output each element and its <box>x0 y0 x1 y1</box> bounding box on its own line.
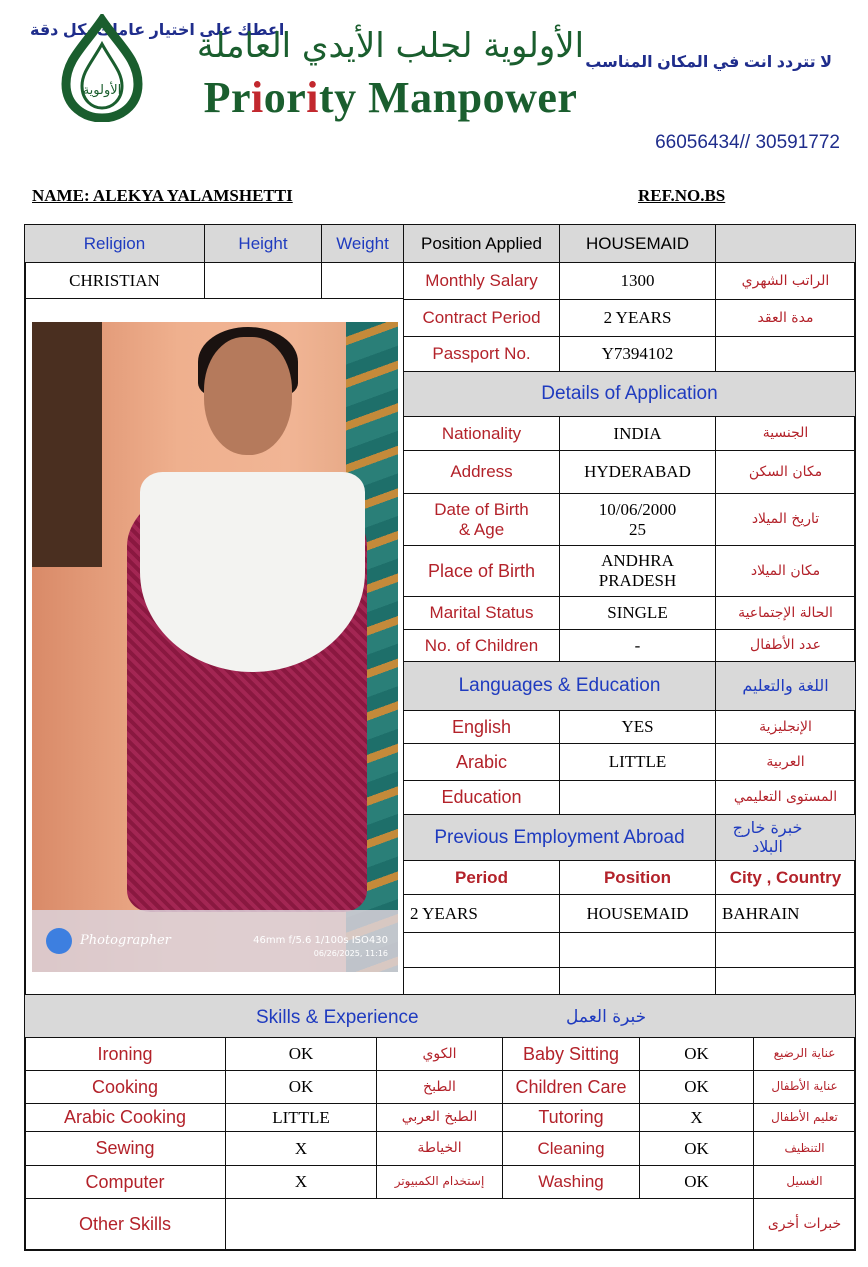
skill-arabic-cooking-label: Arabic Cooking <box>24 1103 226 1132</box>
dob-label-line1: Date of Birth <box>434 499 529 519</box>
children-label: No. of Children <box>403 629 560 662</box>
reference-number: REF.NO.BS <box>638 186 726 205</box>
skill-washing-label: Washing <box>502 1165 640 1199</box>
skill-cooking-label: Cooking <box>24 1070 226 1104</box>
dob-label-line2: & Age <box>458 519 505 539</box>
other-skills-label: Other Skills <box>24 1198 226 1251</box>
children-value: - <box>559 629 716 662</box>
monthly-salary-value: 1300 <box>559 262 716 300</box>
pob-value-line1: ANDHRA <box>601 551 674 571</box>
skill-cooking-value: OK <box>225 1070 377 1104</box>
lang-english-value: YES <box>559 710 716 744</box>
skills-header: Skills & Experience <box>256 1007 419 1028</box>
skill-arabic-cooking-ar: الطبخ العربي <box>376 1103 503 1132</box>
skill-computer-value: X <box>225 1165 377 1199</box>
nationality-ar: الجنسية <box>715 416 856 451</box>
contract-period-ar: مدة العقد <box>715 299 856 337</box>
employment-row-2-country <box>715 932 856 968</box>
skills-header-ar: خبرة العمل <box>566 1007 647 1027</box>
pob-ar: مكان الميلاد <box>715 545 856 597</box>
pob-value-line2: PRADESH <box>598 571 677 590</box>
other-skills-ar: خبرات أخرى <box>753 1198 856 1251</box>
skill-tutoring-label: Tutoring <box>502 1103 640 1132</box>
education-value <box>559 780 716 815</box>
contract-period-label: Contract Period <box>403 299 560 337</box>
brand-english: Priority Manpower <box>203 73 578 122</box>
skill-tutoring-ar: تعليم الأطفال <box>753 1103 856 1132</box>
photo-timestamp: 06/26/2025, 11:16 <box>313 949 388 958</box>
brand-arabic: الأولوية لجلب الأيدي العاملة <box>196 26 585 66</box>
lang-english-label: English <box>403 710 560 744</box>
slogan: لا تتردد انت في المكان المناسب <box>585 54 832 71</box>
lang-arabic-label: Arabic <box>403 743 560 781</box>
children-ar: عدد الأطفال <box>715 629 856 662</box>
age-value: 25 <box>629 519 646 539</box>
marital-value: SINGLE <box>559 596 716 630</box>
address-ar: مكان السكن <box>715 450 856 494</box>
passport-label: Passport No. <box>403 336 560 372</box>
photo-door <box>32 322 102 567</box>
company-logo <box>52 14 152 122</box>
photo-face <box>204 337 292 455</box>
marital-label: Marital Status <box>403 596 560 630</box>
skill-sewing-label: Sewing <box>24 1131 226 1166</box>
position-applied-ar <box>715 224 856 263</box>
marital-ar: الحالة الإجتماعية <box>715 596 856 630</box>
employment-col-position: Position <box>559 860 716 895</box>
nationality-value: INDIA <box>559 416 716 451</box>
skill-tutoring-value: X <box>639 1103 754 1132</box>
position-applied-value: HOUSEMAID <box>559 224 716 263</box>
languages-header: Languages & Education <box>403 661 716 711</box>
religion-value: CHRISTIAN <box>24 262 205 299</box>
top-tagline: اعطك على اختيار عاملك بكل دقة <box>30 22 285 39</box>
nationality-label: Nationality <box>403 416 560 451</box>
skill-children-care-ar: عناية الأطفال <box>753 1070 856 1104</box>
dob-date: 10/06/2000 <box>598 499 677 519</box>
dob-value <box>559 493 716 546</box>
application-header: Details of Application <box>403 371 856 417</box>
monthly-salary-ar: الراتب الشهري <box>715 262 856 300</box>
dob-ar: تاريخ الميلاد <box>715 493 856 546</box>
photo-exif: 46mm f/5.6 1/100s ISO430 <box>253 935 388 946</box>
employment-header-ar: خبرة خارج البلاد <box>715 814 856 861</box>
photo-watermark: Photographer <box>80 933 171 948</box>
employment-col-city-country: City , Country <box>715 860 856 895</box>
other-skills-value <box>225 1198 754 1251</box>
employment-row-2-position <box>559 932 716 968</box>
skill-cleaning-value: OK <box>639 1131 754 1166</box>
skill-ironing-value: OK <box>225 1037 377 1071</box>
weight-value <box>321 262 404 299</box>
address-label: Address <box>403 450 560 494</box>
skill-sewing-ar: الخياطة <box>376 1131 503 1166</box>
candidate-name: NAME: ALEKYA YALAMSHETTI <box>32 186 293 205</box>
lang-arabic-value: LITTLE <box>559 743 716 781</box>
skill-cooking-ar: الطبخ <box>376 1070 503 1104</box>
skill-baby-sitting-value: OK <box>639 1037 754 1071</box>
passport-value: Y7394102 <box>559 336 716 372</box>
skills-header-row <box>24 994 856 1038</box>
skill-children-care-value: OK <box>639 1070 754 1104</box>
phone-numbers: 66056434// 30591772 <box>655 132 840 153</box>
employment-row-1-period: 2 YEARS <box>403 894 560 933</box>
dob-label <box>403 493 560 546</box>
skill-computer-ar: إستخدام الكمبيوتر <box>376 1165 503 1199</box>
employment-row-3-position <box>559 967 716 995</box>
skill-computer-label: Computer <box>24 1165 226 1199</box>
weight-header: Weight <box>321 224 404 263</box>
skill-washing-value: OK <box>639 1165 754 1199</box>
contract-period-value: 2 YEARS <box>559 299 716 337</box>
skill-children-care-label: Children Care <box>502 1070 640 1104</box>
svg-text:الأولوية: الأولوية <box>82 83 122 98</box>
position-applied-label: Position Applied <box>403 224 560 263</box>
pob-label: Place of Birth <box>403 545 560 597</box>
skill-cleaning-label: Cleaning <box>502 1131 640 1166</box>
skill-baby-sitting-label: Baby Sitting <box>502 1037 640 1071</box>
candidate-photo <box>32 322 398 972</box>
skill-sewing-value: X <box>225 1131 377 1166</box>
camera-icon <box>46 928 72 954</box>
education-ar: المستوى التعليمي <box>715 780 856 815</box>
height-header: Height <box>204 224 322 263</box>
employment-row-1-position: HOUSEMAID <box>559 894 716 933</box>
pob-value <box>559 545 716 597</box>
employment-row-3-country <box>715 967 856 995</box>
lang-arabic-ar: العربية <box>715 743 856 781</box>
skill-arabic-cooking-value: LITTLE <box>225 1103 377 1132</box>
employment-header: Previous Employment Abroad <box>403 814 716 861</box>
skill-ironing-ar: الكوي <box>376 1037 503 1071</box>
skill-washing-ar: الغسيل <box>753 1165 856 1199</box>
passport-ar <box>715 336 856 372</box>
photo-scarf <box>140 472 365 672</box>
employment-row-1-country: BAHRAIN <box>715 894 856 933</box>
employment-row-3-period <box>403 967 560 995</box>
monthly-salary-label: Monthly Salary <box>403 262 560 300</box>
education-label: Education <box>403 780 560 815</box>
height-value <box>204 262 322 299</box>
lang-english-ar: الإنجليزية <box>715 710 856 744</box>
employment-col-period: Period <box>403 860 560 895</box>
skill-ironing-label: Ironing <box>24 1037 226 1071</box>
employment-row-2-period <box>403 932 560 968</box>
languages-header-ar: اللغة والتعليم <box>715 661 856 711</box>
religion-header: Religion <box>24 224 205 263</box>
skill-cleaning-ar: التنظيف <box>753 1131 856 1166</box>
address-value: HYDERABAD <box>559 450 716 494</box>
skill-baby-sitting-ar: عناية الرضيع <box>753 1037 856 1071</box>
